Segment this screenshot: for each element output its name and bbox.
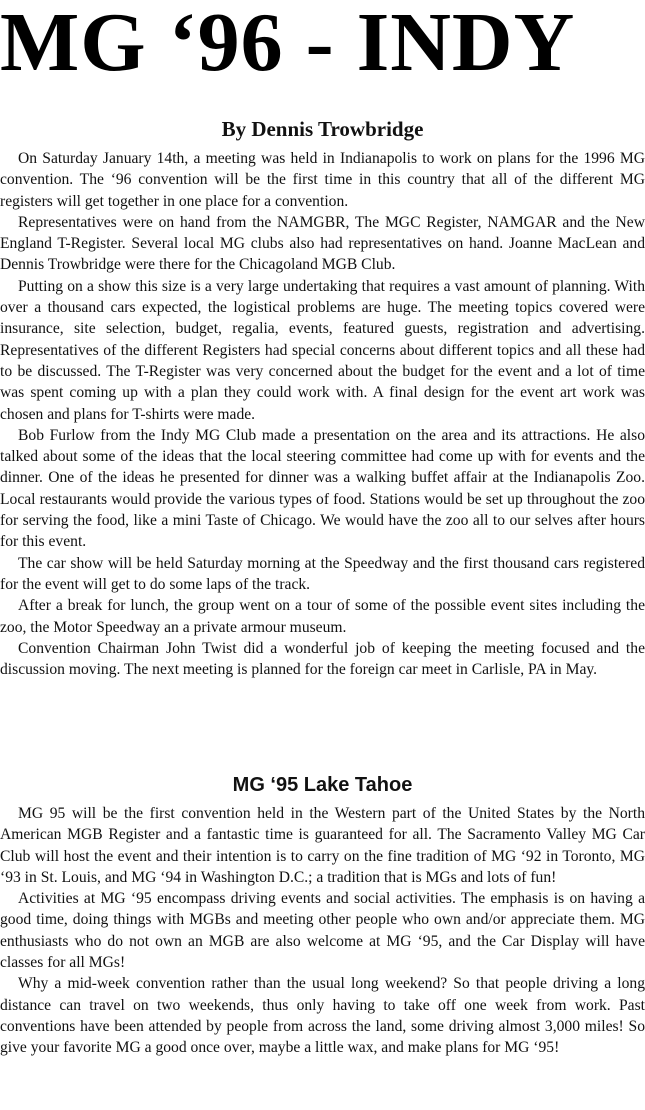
article-paragraph: Representatives were on hand from the NAMGBR, The MGC Register, NAMGAR and the New England T-Register. Several local MG clubs also had representatives on hand. Joanne MacLean and Dennis Trowbridge were there for the Chicagoland MGB Club. xyxy=(0,213,645,274)
article-paragraph: Putting on a show this size is a very large undertaking that requires a vast amount of planning. With over a thousand cars expected, the logistical problems are huge. The meeting topics covered were insurance, site selection, budget, regalia, events, featured guests, registration and advertising. Representatives of the different Registers had special concerns about different topics and all these had to be discussed. The T-Register was very concerned about the budget for the event and a lot of time was spent coming up with a plan they could work with. A final design for the event art work was chosen and plans for T-shirts were made. xyxy=(0,277,645,423)
article-paragraph: After a break for lunch, the group went on a tour of some of the possible event sites including the zoo, the Motor Speedway an a private armour museum. xyxy=(0,597,645,636)
article-paragraph: Activities at MG ‘95 encompass driving events and social activities. The emphasis is on having a good time, doing things with MGBs and meeting other people who own and/or appreciate them. MG enthusiasts who do not own an MGB are also welcome at MG ‘95, and the Car Display will have classes for all MGs! xyxy=(0,890,645,972)
section-heading-mg95: MG ‘95 Lake Tahoe xyxy=(232,774,413,796)
article-byline: By Dennis Trowbridge xyxy=(221,117,424,141)
article-mg96-indy xyxy=(0,148,645,680)
article-paragraph: On Saturday January 14th, a meeting was held in Indianapolis to work on plans for the 1996 MG convention. The ‘96 convention will be the first time in this country that all of the different MG registers will get together in one place for a convention. xyxy=(0,150,645,210)
article-paragraph: Why a mid-week convention rather than the usual long weekend? So that people driving a long distance can travel on two weekends, thus only having to take off one week from work. Past conventions have been attended by people from across the land, some driving almost 3,000 miles! So give your favorite MG a good once over, maybe a little wax, and make plans for MG ‘95! xyxy=(0,975,645,1057)
article-paragraph: The car show will be held Saturday morning at the Speedway and the first thousand cars registered for the event will get to do some laps of the track. xyxy=(0,554,645,593)
article-paragraph: Convention Chairman John Twist did a wonderful job of keeping the meeting focused and the discussion moving. The next meeting is planned for the foreign car meet in Carlisle, PA in May. xyxy=(0,639,645,679)
masthead-title: MG ‘96 - INDY xyxy=(0,0,576,86)
article-paragraph: Bob Furlow from the Indy MG Club made a presentation on the area and its attractions. He also talked about some of the ideas that the local steering committee had come up with for events and the dinner. One of the ideas he presented for dinner was a walking buffet affair at the Indianapolis Zoo. Local restaurants would provide the various types of food. Stations would be set up throughout the zoo for serving the food, like a mini Taste of Chicago. We would have the zoo all to our selves after hours for this event. xyxy=(0,426,645,551)
article-paragraph: MG 95 will be the first convention held in the Western part of the United States by the North American MGB Register and a fantastic time is guaranteed for all. The Sacramento Valley MG Car Club will host the event and their intention is to carry on the fine tradition of MG ‘92 in Toronto, MG ‘93 in St. Louis, and MG ‘94 in Washington D.C.; a tradition that is MGs and lots of fun! xyxy=(0,805,645,886)
article-mg95-lake-tahoe xyxy=(0,803,645,1059)
